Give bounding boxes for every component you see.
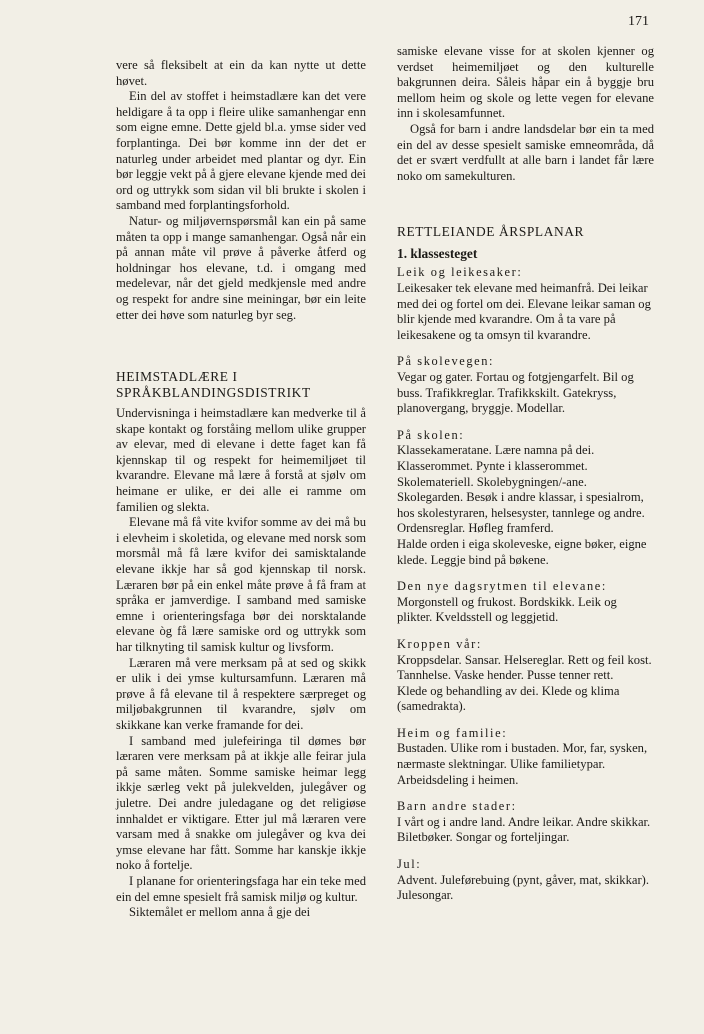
topic-text: Bustaden. Ulike rom i bustaden. Mor, far, sysken, nærmaste slektningar. Ulike familietypar. Arbeidsdeling i heimen. [397, 741, 648, 787]
paragraph: Siktemålet er mellom anna å gje dei [129, 905, 311, 920]
topic-kroppen [397, 637, 654, 715]
paragraph: Ein del av stoffet i heimstadlære kan det vere heldigare å ta opp i fleire ulike samanhengar enn som eigne emne. Dette gjeld bl.a. ymse sider ved forplantinga. Dei bør komme inn der det er naturleg under arbeidet med plantar og dyr. Ein bør leggje vekt på å gjere elevane kjende med dei ord og uttrykk som sidan vil bli brukte i skolen i samband med forplantingsforhold. [116, 89, 366, 213]
paragraph: samiske elevane visse for at skolen kjenner og verdset heimemiljøet og den kulturelle bakgrunnen deira. Såleis håpar ein å byggje bru mellom heim og skole og lette vegen for elevane inn i skolesamfunnet. [397, 44, 654, 121]
topic-text: Klede og behandling av dei. Klede og klima (samedrakta). [397, 683, 620, 714]
topic-skolen [397, 428, 654, 568]
paragraph: Læraren må vere merksam på at sed og skikk er ulik i dei ymse kultursamfunn. Læraren må prøve å få elevane til å respektere særpreget og miljøbakgrunnen til kvarandre, sjølv om skikkane kan verke framande for dei. [116, 655, 366, 732]
topic-text: I vårt og i andre land. Andre leikar. Andre skikkar. Biletbøker. Songar og forteljingar. [397, 814, 651, 845]
section-heading-line: SPRÅKBLANDINGSDISTRIKT [116, 384, 311, 400]
topic-text: Vegar og gater. Fortau og fotgjengarfelt. Bil og buss. Trafikkreglar. Trafikkskilt. Gatekryss, planovergang, bryggje. Modellar. [397, 370, 634, 416]
left-column [116, 58, 366, 921]
topic-label: Barn andre stader: [397, 799, 517, 814]
topic-text: Klassekameratane. Lære namna på dei. Klasserommet. Pynte i klasserommet. Skolemateriell. Skolebygningen/-ane. Skolegarden. Besøk i andre klassar, i spesialrom, hos skolestyraren, helsesyster, tannlege og andre. Ordensreglar. Høfleg framferd. [397, 443, 645, 536]
topic-dagsrytmen [397, 579, 654, 626]
paragraph: vere så fleksibelt at ein da kan nytte ut dette høvet. [116, 58, 366, 88]
sub-heading: 1. klassesteget [397, 245, 478, 261]
paragraph: Undervisninga i heimstadlære kan medverke til å skape kontakt og forståing mellom ulike grupper av elevar, med di elevane i dette faget kan få kjennskap til og respekt for heimemiljøet til kvarandre. Elevane må lære å forstå at sjølv om heimane er ulike, er dei alle ei ramme om familien og slekta. [116, 406, 366, 514]
topic-jul [397, 857, 654, 904]
paragraph: I samband med julefeiringa til dømes bør læraren vere merksam på at ikkje alle feirar jula på same måten. Somme samiske heimar legg ikkje særleg vekt på julekvelden, julegåver og juletre. Dei andre juledagane og det religiøse innhaldet er viktigare. Etter jul må læraren vere varsam med å snakke om julegåver og kva dei ymse elevane har fått. Somme har kanskje ikkje noko å fortelje. [116, 733, 366, 873]
topic-text: Kroppsdelar. Sansar. Helsereglar. Rett og feil kost. Tannhelse. Vaske hender. Pusse tenner rett. [397, 652, 652, 683]
topic-label: På skolen: [397, 427, 465, 442]
topic-label: Heim og familie: [397, 725, 508, 740]
right-column [397, 44, 654, 915]
topic-label: Den nye dagsrytmen til elevane: [397, 579, 607, 594]
topic-label: På skolevegen: [397, 354, 495, 369]
page-number: 171 [628, 14, 649, 29]
topic-barn [397, 799, 654, 846]
paragraph: Elevane må få vite kvifor somme av dei må bu i elevheim i skoletida, og elevane med norsk som morsmål må få lære kvifor dei samisktalande elevane ikkje har så god kjennskap til norsk. Læraren bør på ein enkel måte prøve å få fram at språka er jamverdige. I samband med samiske emne i orienteringsfaga bør dei norsktalande elevane òg få lære samiske ord og uttrykk som har tilknyting til samisk kultur og livsform. [116, 515, 366, 654]
topic-text: Leikesaker tek elevane med heimanfrå. Dei leikar med dei og fortel om dei. Elevane leikar saman og blir kjende med kvarandre. Om å ta vare på leikesakene og ta omsyn til kvarandre. [397, 281, 651, 342]
topic-label: Jul: [397, 857, 422, 872]
section-heading: RETTLEIANDE ÅRSPLANAR [397, 224, 585, 240]
paragraph: I planane for orienteringsfaga har ein teke med ein del emne spesielt frå samisk miljø og kultur. [116, 873, 366, 904]
topic-label: Kroppen vår: [397, 636, 482, 651]
topic-label: Leik og leikesaker: [397, 265, 523, 280]
paragraph: Natur- og miljøvernspørsmål kan ein på same måten ta opp i mange samanhengar. Også når ein på annan måte vil prøve å påverke åtferd og holdningar hos elevane, t.d. i omgang med medelevar, når det gjeld medkjensle med andre og respekt for andre sine meiningar, bør ein leite etter dei høve som naturleg byr seg. [116, 213, 366, 322]
topic-text: Morgonstell og frukost. Bordskikk. Leik og plikter. Kveldsstell og leggjetid. [397, 594, 617, 625]
paragraph: Også for barn i andre landsdelar bør ein ta med ein del av desse spesielt samiske emneområda, då det er svært verdfullt at alle barn i landet får lære noko om samekulturen. [397, 121, 654, 183]
topic-text: Halde orden i eiga skoleveske, eigne bøker, eigne klede. Leggje bind på bøkene. [397, 536, 647, 567]
topic-text: Advent. Juleførebuing (pynt, gåver, mat, skikkar). Julesongar. [397, 872, 650, 903]
section-heading-line: HEIMSTADLÆRE I [116, 369, 238, 385]
topic-leik [397, 265, 654, 343]
topic-heim [397, 726, 654, 788]
topic-skolevegen [397, 354, 654, 416]
